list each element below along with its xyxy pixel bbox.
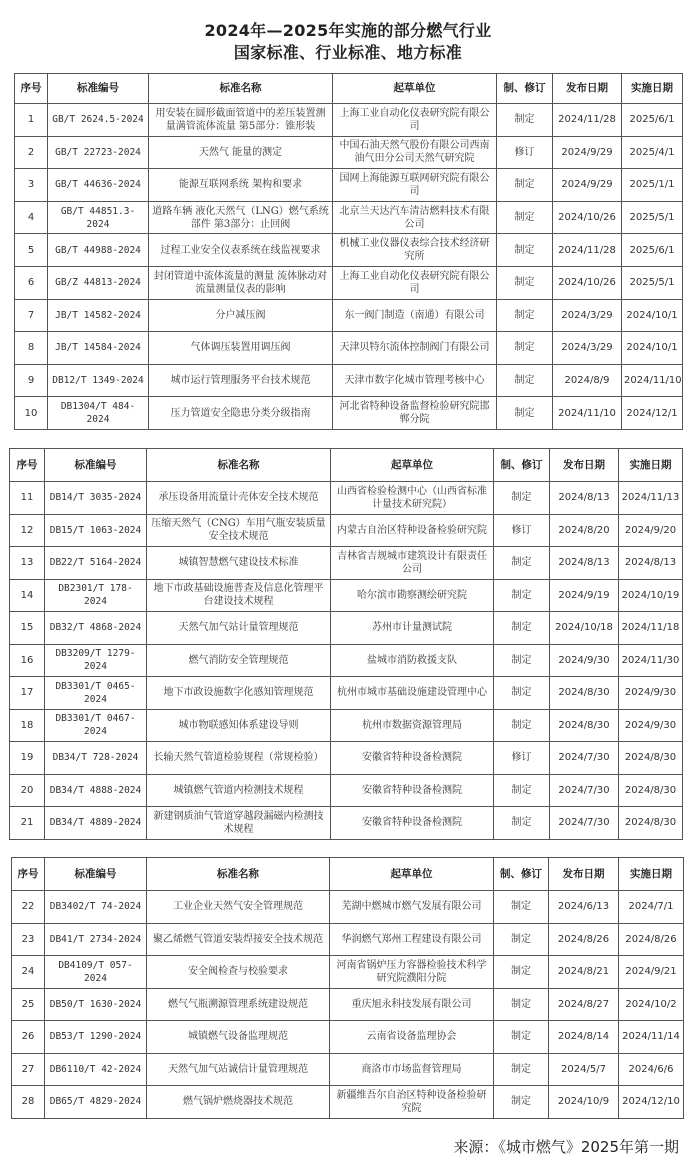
row-number: 15 — [10, 612, 45, 645]
publish-date: 2024/8/13 — [550, 482, 619, 515]
publish-date: 2024/8/14 — [549, 1021, 619, 1054]
drafting-unit: 河南省锅炉压力容器检验技术科学研究院濮阳分院 — [330, 956, 494, 989]
drafting-unit: 安徽省特种设备检测院 — [331, 742, 494, 775]
standard-name: 承压设备用流量计壳体安全技术规范 — [147, 482, 331, 515]
row-number: 7 — [15, 299, 48, 332]
revision-type: 制定 — [497, 104, 553, 137]
drafting-unit: 华润燃气郑州工程建设有限公司 — [330, 923, 494, 956]
revision-type: 制定 — [497, 364, 553, 397]
implement-date: 2024/9/30 — [619, 677, 683, 710]
implement-date: 2024/9/20 — [619, 514, 683, 547]
table-row — [12, 1021, 684, 1054]
standard-name: 安全阀检查与校验要求 — [147, 956, 330, 989]
table-header-row — [12, 858, 684, 891]
standard-code: DB3402/T 74-2024 — [45, 891, 147, 924]
standard-name: 城镇燃气设备监理规范 — [147, 1021, 330, 1054]
publish-date: 2024/3/29 — [553, 332, 622, 365]
standard-name: 燃气消防安全管理规范 — [147, 644, 331, 677]
standard-name: 地下市政基础设施普查及信息化管理平台建设技术规程 — [147, 579, 331, 612]
drafting-unit: 河北省特种设备监督检验研究院邯郸分院 — [333, 397, 497, 430]
publish-date: 2024/11/10 — [553, 397, 622, 430]
standard-name: 新建钢质油气管道穿越段漏磁内检测技术规程 — [147, 807, 331, 840]
col-header-unit: 起草单位 — [331, 449, 494, 482]
row-number: 26 — [12, 1021, 45, 1054]
publish-date: 2024/9/29 — [553, 169, 622, 202]
standard-name: 天然气 能量的测定 — [149, 136, 333, 169]
implement-date: 2025/5/1 — [622, 201, 683, 234]
table-row — [12, 956, 684, 989]
drafting-unit: 吉林省吉规城市建筑设计有限责任公司 — [331, 547, 494, 580]
standard-code: DB22/T 5164-2024 — [45, 547, 147, 580]
revision-type: 制定 — [494, 774, 550, 807]
standard-name: 城市物联感知体系建设导则 — [147, 709, 331, 742]
table-row — [15, 104, 683, 137]
revision-type: 制定 — [494, 709, 550, 742]
table-row — [10, 644, 683, 677]
standard-code: DB34/T 4888-2024 — [45, 774, 147, 807]
standard-code: JB/T 14582-2024 — [48, 299, 149, 332]
standard-code: DB34/T 4889-2024 — [45, 807, 147, 840]
table-row — [15, 364, 683, 397]
implement-date: 2025/4/1 — [622, 136, 683, 169]
col-header-code: 标准编号 — [48, 74, 149, 104]
table-row — [10, 579, 683, 612]
drafting-unit: 盐城市消防救援支队 — [331, 644, 494, 677]
implement-date: 2024/8/30 — [619, 742, 683, 775]
col-header-implement-date: 实施日期 — [622, 74, 683, 104]
standard-code: DB2301/T 178-2024 — [45, 579, 147, 612]
standard-name: 城镇智慧燃气建设技术标准 — [147, 547, 331, 580]
standard-name: 气体调压装置用调压阀 — [149, 332, 333, 365]
col-header-name: 标准名称 — [147, 449, 331, 482]
row-number: 20 — [10, 774, 45, 807]
implement-date: 2025/6/1 — [622, 234, 683, 267]
col-header-no: 序号 — [10, 449, 45, 482]
publish-date: 2024/9/19 — [550, 579, 619, 612]
standard-name: 聚乙烯燃气管道安装焊接安全技术规范 — [147, 923, 330, 956]
row-number: 18 — [10, 709, 45, 742]
standards-table-3 — [11, 857, 684, 1119]
drafting-unit: 安徽省特种设备检测院 — [331, 807, 494, 840]
implement-date: 2024/8/30 — [619, 774, 683, 807]
table-row — [10, 742, 683, 775]
standard-name: 能源互联网系统 架构和要求 — [149, 169, 333, 202]
standard-code: DB34/T 728-2024 — [45, 742, 147, 775]
standard-name: 用安装在圆形截面管道中的差压装置测量满管流体流量 第5部分：锥形装 — [149, 104, 333, 137]
standard-code: DB41/T 2734-2024 — [45, 923, 147, 956]
publish-date: 2024/5/7 — [549, 1053, 619, 1086]
implement-date: 2024/9/21 — [619, 956, 684, 989]
standard-name: 压缩天然气（CNG）车用气瓶安装质量安全技术规范 — [147, 514, 331, 547]
publish-date: 2024/10/9 — [549, 1086, 619, 1119]
revision-type: 制定 — [497, 201, 553, 234]
revision-type: 制定 — [494, 956, 549, 989]
table-row — [15, 136, 683, 169]
standard-name: 道路车辆 液化天然气（LNG）燃气系统部件 第3部分：止回阀 — [149, 201, 333, 234]
standard-name: 过程工业安全仪表系统在线监视要求 — [149, 234, 333, 267]
table-row — [15, 266, 683, 299]
standard-name: 城市运行管理服务平台技术规范 — [149, 364, 333, 397]
publish-date: 2024/8/21 — [549, 956, 619, 989]
table-header-row — [15, 74, 683, 104]
publish-date: 2024/7/30 — [550, 774, 619, 807]
publish-date: 2024/8/30 — [550, 709, 619, 742]
row-number: 21 — [10, 807, 45, 840]
row-number: 2 — [15, 136, 48, 169]
implement-date: 2025/5/1 — [622, 266, 683, 299]
table-row — [12, 923, 684, 956]
publish-date: 2024/9/30 — [550, 644, 619, 677]
col-header-name: 标准名称 — [149, 74, 333, 104]
standard-code: GB/T 44851.3-2024 — [48, 201, 149, 234]
row-number: 13 — [10, 547, 45, 580]
implement-date: 2025/1/1 — [622, 169, 683, 202]
drafting-unit: 东一阀门制造（南通）有限公司 — [333, 299, 497, 332]
drafting-unit: 苏州市计量测试院 — [331, 612, 494, 645]
standards-table-2 — [9, 448, 683, 840]
col-header-publish-date: 发布日期 — [553, 74, 622, 104]
implement-date: 2024/10/2 — [619, 988, 684, 1021]
col-header-code: 标准编号 — [45, 449, 147, 482]
implement-date: 2024/12/10 — [619, 1086, 684, 1119]
col-header-type: 制、修订 — [494, 449, 550, 482]
row-number: 3 — [15, 169, 48, 202]
drafting-unit: 上海工业自动化仪表研究院有限公司 — [333, 266, 497, 299]
publish-date: 2024/8/30 — [550, 677, 619, 710]
col-header-unit: 起草单位 — [333, 74, 497, 104]
standard-code: DB6110/T 42-2024 — [45, 1053, 147, 1086]
revision-type: 修订 — [494, 742, 550, 775]
table-row — [15, 397, 683, 430]
implement-date: 2024/6/6 — [619, 1053, 684, 1086]
standard-code: GB/T 22723-2024 — [48, 136, 149, 169]
table-row — [10, 807, 683, 840]
col-header-implement-date: 实施日期 — [619, 449, 683, 482]
standard-name: 封闭管道中流体流量的测量 流体脉动对流量测量仪表的影响 — [149, 266, 333, 299]
row-number: 23 — [12, 923, 45, 956]
standard-code: DB14/T 3035-2024 — [45, 482, 147, 515]
revision-type: 制定 — [497, 266, 553, 299]
drafting-unit: 哈尔滨市勘察测绘研究院 — [331, 579, 494, 612]
drafting-unit: 山西省检验检测中心（山西省标准计量技术研究院） — [331, 482, 494, 515]
implement-date: 2024/11/14 — [619, 1021, 684, 1054]
publish-date: 2024/11/28 — [553, 104, 622, 137]
drafting-unit: 重庆旭永科技发展有限公司 — [330, 988, 494, 1021]
drafting-unit: 天津市数字化城市管理考核中心 — [333, 364, 497, 397]
revision-type: 制定 — [494, 891, 549, 924]
table-row — [15, 299, 683, 332]
implement-date: 2024/11/30 — [619, 644, 683, 677]
standard-code: GB/Z 44813-2024 — [48, 266, 149, 299]
row-number: 25 — [12, 988, 45, 1021]
revision-type: 制定 — [497, 299, 553, 332]
implement-date: 2024/8/13 — [619, 547, 683, 580]
drafting-unit: 安徽省特种设备检测院 — [331, 774, 494, 807]
source-caption: 来源：《城市燃气》2025年第一期 — [453, 1138, 679, 1156]
table-row — [10, 677, 683, 710]
standard-name: 分户减压阀 — [149, 299, 333, 332]
row-number: 10 — [15, 397, 48, 430]
table-row — [15, 234, 683, 267]
standard-name: 工业企业天然气安全管理规范 — [147, 891, 330, 924]
table-row — [12, 1086, 684, 1119]
standard-code: DB50/T 1630-2024 — [45, 988, 147, 1021]
drafting-unit: 中国石油天然气股份有限公司西南油气田分公司天然气研究院 — [333, 136, 497, 169]
drafting-unit: 杭州市数据资源管理局 — [331, 709, 494, 742]
drafting-unit: 芜湖中燃城市燃气发展有限公司 — [330, 891, 494, 924]
table-row — [10, 774, 683, 807]
col-header-name: 标准名称 — [147, 858, 330, 891]
standard-code: DB3301/T 0465-2024 — [45, 677, 147, 710]
standard-code: JB/T 14584-2024 — [48, 332, 149, 365]
row-number: 12 — [10, 514, 45, 547]
row-number: 8 — [15, 332, 48, 365]
col-header-type: 制、修订 — [497, 74, 553, 104]
standard-name: 燃气锅炉燃烧器技术规范 — [147, 1086, 330, 1119]
row-number: 14 — [10, 579, 45, 612]
standard-code: DB1304/T 484-2024 — [48, 397, 149, 430]
publish-date: 2024/7/30 — [550, 742, 619, 775]
table-row — [12, 988, 684, 1021]
standard-code: DB65/T 4829-2024 — [45, 1086, 147, 1119]
row-number: 6 — [15, 266, 48, 299]
drafting-unit: 云南省设备监理协会 — [330, 1021, 494, 1054]
standard-name: 城镇燃气管道内检测技术规程 — [147, 774, 331, 807]
standard-name: 燃气气瓶溯源管理系统建设规范 — [147, 988, 330, 1021]
publish-date: 2024/10/26 — [553, 266, 622, 299]
table-row — [10, 709, 683, 742]
standard-name: 长输天然气管道检验规程（常规检验） — [147, 742, 331, 775]
document-title-line2: 国家标准、行业标准、地方标准 — [233, 43, 463, 62]
revision-type: 制定 — [497, 397, 553, 430]
standard-code: DB15/T 1063-2024 — [45, 514, 147, 547]
table-row — [15, 332, 683, 365]
publish-date: 2024/8/13 — [550, 547, 619, 580]
row-number: 4 — [15, 201, 48, 234]
table-row — [10, 547, 683, 580]
drafting-unit: 新疆维吾尔自治区特种设备检验研究院 — [330, 1086, 494, 1119]
col-header-publish-date: 发布日期 — [549, 858, 619, 891]
revision-type: 制定 — [497, 169, 553, 202]
drafting-unit: 商洛市市场监督管理局 — [330, 1053, 494, 1086]
row-number: 5 — [15, 234, 48, 267]
implement-date: 2024/10/19 — [619, 579, 683, 612]
drafting-unit: 国网上海能源互联网研究院有限公司 — [333, 169, 497, 202]
implement-date: 2024/11/10 — [622, 364, 683, 397]
implement-date: 2024/10/1 — [622, 332, 683, 365]
row-number: 11 — [10, 482, 45, 515]
row-number: 22 — [12, 891, 45, 924]
revision-type: 制定 — [494, 547, 550, 580]
revision-type: 修订 — [497, 136, 553, 169]
drafting-unit: 杭州市城市基础设施建设管理中心 — [331, 677, 494, 710]
publish-date: 2024/10/18 — [550, 612, 619, 645]
revision-type: 制定 — [494, 807, 550, 840]
col-header-unit: 起草单位 — [330, 858, 494, 891]
table-header-row — [10, 449, 683, 482]
publish-date: 2024/10/26 — [553, 201, 622, 234]
col-header-code: 标准编号 — [45, 858, 147, 891]
standard-name: 地下市政设施数字化感知管理规范 — [147, 677, 331, 710]
revision-type: 制定 — [494, 612, 550, 645]
standard-code: DB53/T 1290-2024 — [45, 1021, 147, 1054]
revision-type: 制定 — [494, 579, 550, 612]
table-row — [15, 169, 683, 202]
revision-type: 制定 — [494, 1086, 549, 1119]
col-header-no: 序号 — [12, 858, 45, 891]
implement-date: 2024/7/1 — [619, 891, 684, 924]
revision-type: 制定 — [494, 1053, 549, 1086]
publish-date: 2024/6/13 — [549, 891, 619, 924]
implement-date: 2024/8/26 — [619, 923, 684, 956]
table-row — [10, 612, 683, 645]
drafting-unit: 上海工业自动化仪表研究院有限公司 — [333, 104, 497, 137]
col-header-no: 序号 — [15, 74, 48, 104]
standard-name: 天然气加气站诚信计量管理规范 — [147, 1053, 330, 1086]
revision-type: 制定 — [497, 234, 553, 267]
standard-name: 天然气加气站计量管理规范 — [147, 612, 331, 645]
standard-code: DB4109/T 057-2024 — [45, 956, 147, 989]
col-header-publish-date: 发布日期 — [550, 449, 619, 482]
standards-table-1 — [14, 73, 683, 430]
standard-code: DB12/T 1349-2024 — [48, 364, 149, 397]
standard-code: DB32/T 4868-2024 — [45, 612, 147, 645]
implement-date: 2024/12/1 — [622, 397, 683, 430]
revision-type: 制定 — [494, 988, 549, 1021]
standard-code: DB3301/T 0467-2024 — [45, 709, 147, 742]
revision-type: 制定 — [494, 1021, 549, 1054]
col-header-implement-date: 实施日期 — [619, 858, 684, 891]
revision-type: 制定 — [494, 482, 550, 515]
table-row — [12, 891, 684, 924]
publish-date: 2024/9/29 — [553, 136, 622, 169]
standard-code: DB3209/T 1279-2024 — [45, 644, 147, 677]
publish-date: 2024/11/28 — [553, 234, 622, 267]
table-row — [10, 514, 683, 547]
drafting-unit: 内蒙古自治区特种设备检验研究院 — [331, 514, 494, 547]
drafting-unit: 天津贝特尔流体控制阀门有限公司 — [333, 332, 497, 365]
row-number: 19 — [10, 742, 45, 775]
row-number: 1 — [15, 104, 48, 137]
standard-code: GB/T 44636-2024 — [48, 169, 149, 202]
implement-date: 2024/8/30 — [619, 807, 683, 840]
drafting-unit: 北京兰天达汽车清洁燃料技术有限公司 — [333, 201, 497, 234]
implement-date: 2024/11/18 — [619, 612, 683, 645]
row-number: 9 — [15, 364, 48, 397]
col-header-type: 制、修订 — [494, 858, 549, 891]
standard-name: 压力管道安全隐患分类分级指南 — [149, 397, 333, 430]
table-row — [10, 482, 683, 515]
publish-date: 2024/3/29 — [553, 299, 622, 332]
row-number: 28 — [12, 1086, 45, 1119]
revision-type: 制定 — [494, 923, 549, 956]
revision-type: 制定 — [497, 332, 553, 365]
revision-type: 制定 — [494, 677, 550, 710]
implement-date: 2025/6/1 — [622, 104, 683, 137]
revision-type: 制定 — [494, 644, 550, 677]
table-row — [12, 1053, 684, 1086]
publish-date: 2024/8/27 — [549, 988, 619, 1021]
standard-code: GB/T 44988-2024 — [48, 234, 149, 267]
publish-date: 2024/8/20 — [550, 514, 619, 547]
publish-date: 2024/8/26 — [549, 923, 619, 956]
row-number: 16 — [10, 644, 45, 677]
implement-date: 2024/10/1 — [622, 299, 683, 332]
publish-date: 2024/7/30 — [550, 807, 619, 840]
document-title-line1: 2024年—2025年实施的部分燃气行业 — [204, 21, 492, 40]
publish-date: 2024/8/9 — [553, 364, 622, 397]
implement-date: 2024/9/30 — [619, 709, 683, 742]
revision-type: 修订 — [494, 514, 550, 547]
table-row — [15, 201, 683, 234]
row-number: 27 — [12, 1053, 45, 1086]
standard-code: GB/T 2624.5-2024 — [48, 104, 149, 137]
drafting-unit: 机械工业仪器仪表综合技术经济研究所 — [333, 234, 497, 267]
implement-date: 2024/11/13 — [619, 482, 683, 515]
row-number: 24 — [12, 956, 45, 989]
row-number: 17 — [10, 677, 45, 710]
